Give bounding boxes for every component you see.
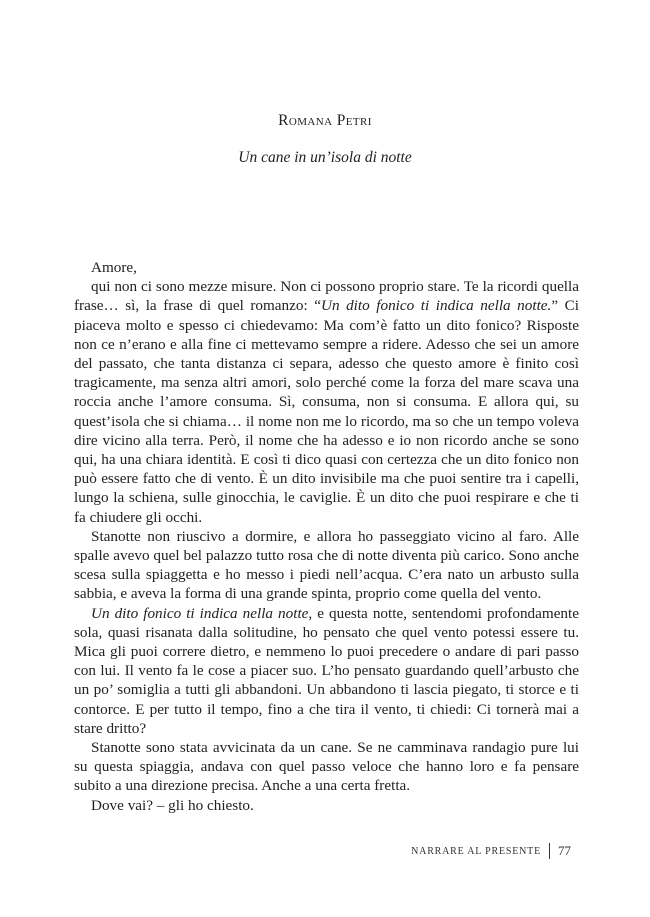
paragraph-1-text-b: ” Ci piaceva molto e spesso ci chiedevamo: Ma com’è fatto un dito fonico? Risposte non ce n’erano e alla fine ci mettevamo sempre a ridere. Adesso che sei un amore del passato, che tanta distanza ci separa, adesso che questo amore è finito così tragicamente, ma senza altri amori, solo perché come la forza del mare scava una roccia anche l’amore consuma. Sì, consuma, non si consuma. E allora qui, su quest’isola che si chiama… il nome non me lo ricordo, ma so che un tempo voleva dire vicino alla terra. Però, il nome che ha adesso e io non ricordo anche se sono qui, ha una chiara identità. E così ti dico quasi con certezza che un dito fonico non può essere fatto che di vento. È un dito invisibile ma che puoi sentire tra i capelli, lungo la schiena, sulle ginocchia, le caviglie. È un dito che puoi respirare e che ti fa chiudere gli occhi. — [74, 297, 579, 526]
quote-italic: Un dito fonico ti indica nella notte. — [320, 297, 552, 315]
paragraph-5: Dove vai? – gli ho chiesto. — [91, 796, 254, 814]
quote-italic-2: Un dito fonico ti indica nella notte — [91, 604, 309, 622]
story-title: Un cane in un’isola di notte — [238, 149, 412, 166]
salutation: Amore, — [91, 259, 137, 276]
paragraph-4: Stanotte sono stata avvicinata da un cane. Se ne camminava randagio pure lui su questa spiaggia, andava con quel passo veloce che hanno loro e fa pensare subito a una direzione precisa. Anche a una certa fretta. — [74, 739, 579, 795]
paragraph-3-text: , e questa notte, sentendomi profondamente sola, quasi risanata dalla solitudine, ho pensato che quel vento potessi essere tu. Mica gli puoi correre dietro, e nemmeno lo puoi precedere o andare di pari passo con lui. Il vento fa le cose a piacer suo. L’ho pensato guardando quell’arbusto che un po’ somiglia a tutti gli abbandoni. Un abbandono ti lascia piegato, ti storce e ti contorce. E per tutto il tempo, fino a che tira il vento, ti chiedi: Ci tornerà mai a stare dritto? — [74, 604, 579, 737]
author-name: Romana Petri — [278, 112, 372, 129]
paragraph-2: Stanotte non riuscivo a dormire, e allora ho passeggiato vicino al faro. Alle spalle avevo quel bel palazzo tutto rosa che di notte diventa più carico. Sono anche scesa sulla spiaggetta e ho messo i piedi nell’acqua. C’era nato un arbusto sulla sabbia, e aveva la forma di una grande spinta, proprio come quella del vento. — [74, 527, 579, 603]
page-footer — [411, 843, 571, 859]
footer-separator — [549, 843, 550, 859]
page-number: 77 — [558, 843, 571, 858]
paragraph-1-text-a: qui non ci sono mezze misure. Non ci possono proprio stare. Te la ricordi quella frase… sì, la frase di quel romanzo: “ — [74, 278, 579, 315]
paragraph-3 — [74, 604, 579, 738]
story-body — [74, 258, 579, 815]
paragraph-1 — [74, 277, 579, 527]
running-title: NARRARE AL PRESENTE — [411, 845, 541, 857]
